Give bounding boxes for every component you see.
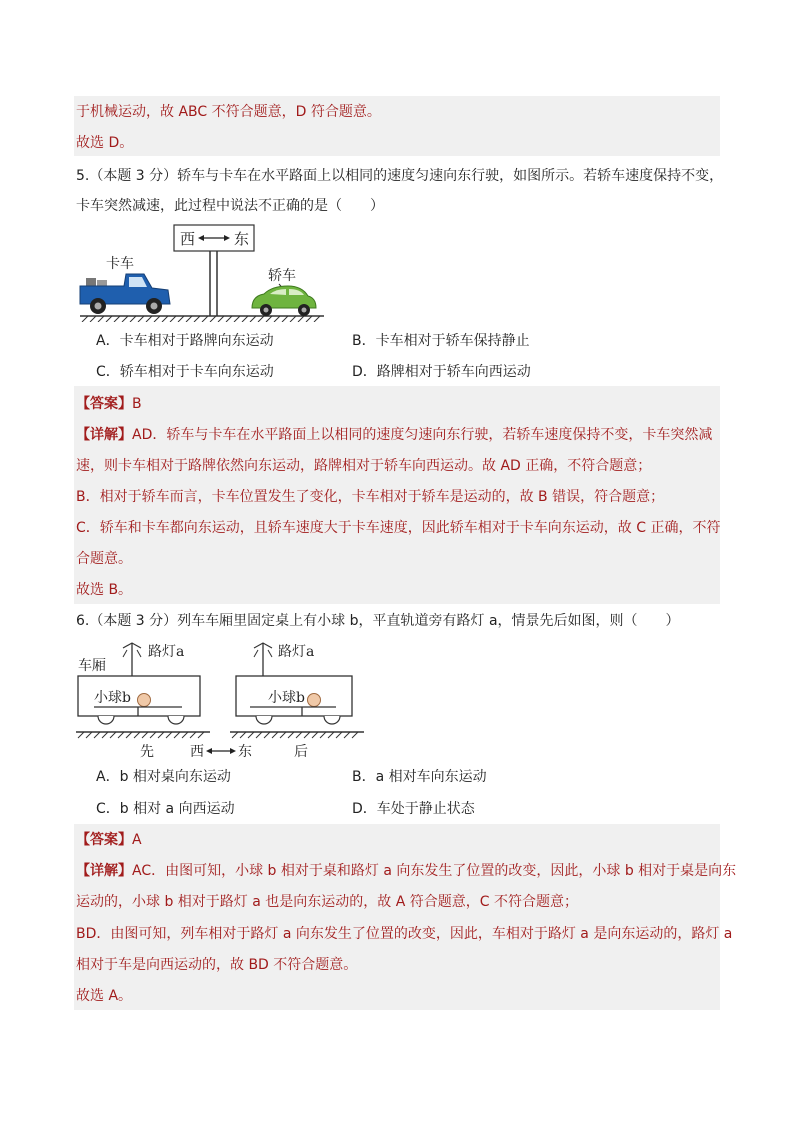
q5-stem-line-1: 5.（本题 3 分）轿车与卡车在水平路面上以相同的速度匀速向东行驶，如图所示。若轿车速度保持不变， xyxy=(76,168,724,184)
carriage-label: 车厢 xyxy=(78,658,106,674)
q6-option-b[interactable]: B．a 相对车向东运动 xyxy=(352,769,487,785)
q6-detail-text-1: AC．由图可知，小球 b 相对于桌和路灯 a 向东发生了位置的改变，因此，小球 b 相对于桌是向东 xyxy=(132,863,737,879)
q5-detail-text-1: AD．轿车与卡车在水平路面上以相同的速度匀速向东行驶，若轿车速度保持不变，卡车突然减 xyxy=(132,427,713,443)
q5-stem-line-2: 卡车突然减速，此过程中说法不正确的是（ ） xyxy=(76,198,384,214)
q5-detail-line-2: 速，则卡车相对于路牌依然向东运动，路牌相对于轿车向西运动。故 AD 正确，不符合题意； xyxy=(76,458,652,474)
q6-detail-tag: 【详解】 xyxy=(76,863,132,879)
q5-detail-line-1 xyxy=(76,425,712,445)
car-label: 轿车 xyxy=(268,268,296,284)
q6-detail-line-1 xyxy=(76,861,736,881)
q5-figure xyxy=(76,222,336,322)
q6-detail-line-2: 运动的，小球 b 相对于路灯 a 也是向东运动的，故 A 符合题意，C 不符合题意； xyxy=(76,894,578,910)
q5-detail-line-5: 合题意。 xyxy=(76,551,132,567)
east-label: 东 xyxy=(238,744,252,760)
q6-figure xyxy=(74,640,374,762)
prev-conclusion: 故选 D。 xyxy=(76,135,134,151)
after-label: 后 xyxy=(294,744,308,760)
q5-answer-tag: 【答案】 xyxy=(76,396,132,412)
q5-detail-line-4: C．轿车和卡车都向东运动，且轿车速度大于卡车速度，因此轿车相对于卡车向东运动，故 C 正确，不符 xyxy=(76,520,721,536)
lamp-label-after: 路灯a xyxy=(278,644,315,660)
q6-detail-line-3: BD．由图可知，列车相对于路灯 a 向东发生了位置的改变，因此，车相对于路灯 a 是向东运动的，路灯 a xyxy=(76,926,733,942)
lamp-label-before: 路灯a xyxy=(148,644,185,660)
car-icon xyxy=(252,268,316,316)
road-sign xyxy=(174,225,254,316)
ball-label-after: 小球b xyxy=(268,690,305,706)
q6-detail-line-4: 相对于车是向西运动的，故 BD 不符合题意。 xyxy=(76,957,358,973)
q6-answer-value: A xyxy=(132,832,142,848)
truck-icon xyxy=(80,255,170,314)
q5-detail-line-3: B．相对于轿车而言，卡车位置发生了变化，卡车相对于轿车是运动的，故 B 错误，符合题意； xyxy=(76,489,665,505)
q5-answer xyxy=(76,394,142,414)
sign-west-label: 西 xyxy=(180,230,196,248)
q5-option-d[interactable]: D．路牌相对于轿车向西运动 xyxy=(352,364,531,380)
q6-answer-tag: 【答案】 xyxy=(76,832,132,848)
west-label: 西 xyxy=(190,744,204,760)
q6-conclusion: 故选 A。 xyxy=(76,988,133,1004)
q5-detail-tag: 【详解】 xyxy=(76,427,132,443)
sign-east-label: 东 xyxy=(234,230,250,248)
scene-before xyxy=(78,643,200,724)
scene-after xyxy=(236,643,352,724)
q6-option-c[interactable]: C．b 相对 a 向西运动 xyxy=(96,801,235,817)
q6-option-d[interactable]: D．车处于静止状态 xyxy=(352,801,475,817)
q6-answer xyxy=(76,830,142,850)
q5-answer-value: B xyxy=(132,396,142,412)
q5-option-a[interactable]: A．卡车相对于路牌向东运动 xyxy=(96,333,274,349)
truck-label: 卡车 xyxy=(106,256,134,272)
before-label: 先 xyxy=(140,744,154,760)
ball-label-before: 小球b xyxy=(94,690,131,706)
q5-conclusion: 故选 B。 xyxy=(76,582,133,598)
q6-option-a[interactable]: A．b 相对桌向东运动 xyxy=(96,769,231,785)
prev-solution-line: 于机械运动，故 ABC 不符合题意，D 符合题意。 xyxy=(76,104,381,120)
q5-option-b[interactable]: B．卡车相对于轿车保持静止 xyxy=(352,333,530,349)
q6-stem-line-1: 6.（本题 3 分）列车车厢里固定桌上有小球 b，平直轨道旁有路灯 a，情景先后如图，则（ ） xyxy=(76,613,680,629)
q5-option-c[interactable]: C．轿车相对于卡车向东运动 xyxy=(96,364,274,380)
q6-solution-box xyxy=(74,824,720,1010)
